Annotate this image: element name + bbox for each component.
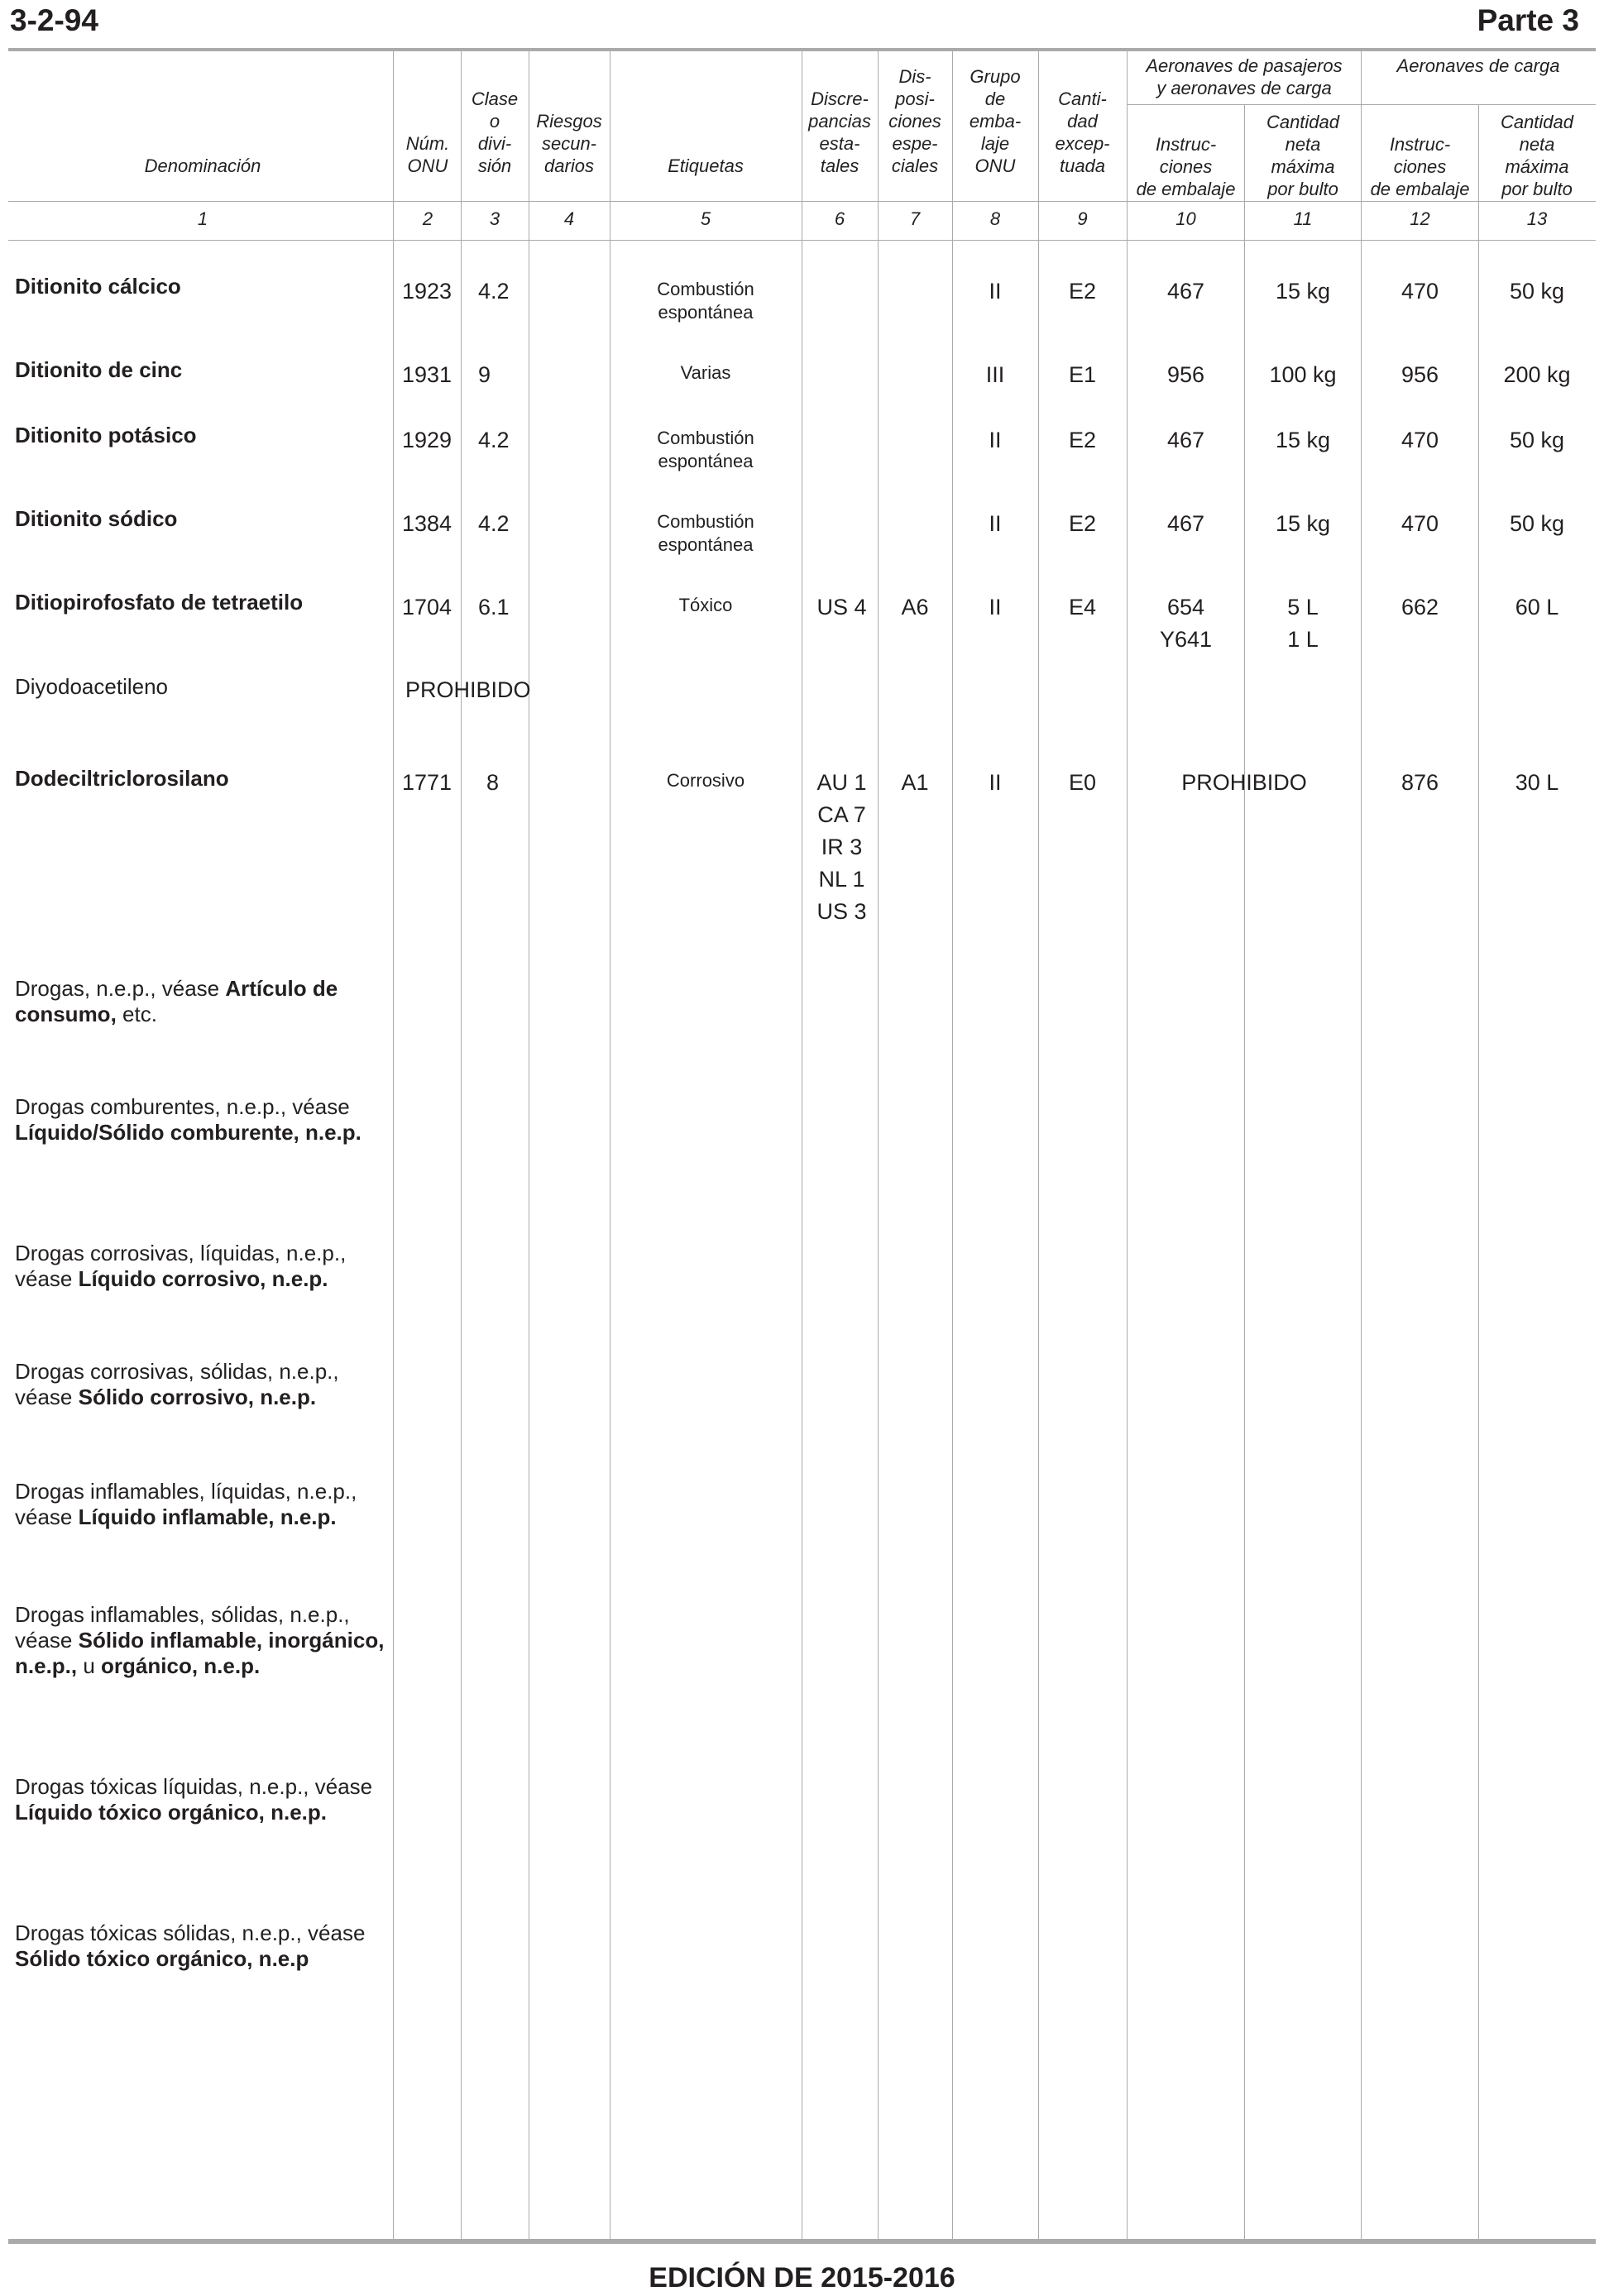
cell-packing-group: II bbox=[989, 511, 1002, 536]
cell-passenger-instructions: 467 bbox=[1166, 428, 1205, 452]
entry-name: Dodeciltriclorosilano bbox=[15, 766, 229, 791]
cell-excepted-quantity: E4 bbox=[1068, 595, 1097, 619]
cross-reference-entry: Drogas inflamables, sólidas, n.e.p., véase Sólido inflamable, inorgánico, n.e.p., u orgánico, n.e.p. bbox=[15, 1602, 385, 1678]
cell-label: Combustión espontánea bbox=[657, 279, 754, 323]
cell-passenger-instructions: 467 bbox=[1166, 279, 1205, 304]
cell-special-provisions: A1 bbox=[901, 770, 929, 795]
cell-class: 8 bbox=[486, 770, 500, 795]
header-carga-group: Aeronaves de carga bbox=[1396, 55, 1560, 76]
cell-packing-group: II bbox=[989, 595, 1002, 619]
header-pasajeros-group: Aeronaves de pasajeros y aeronaves de carga bbox=[1146, 55, 1343, 98]
cell-cargo-instructions: 876 bbox=[1401, 770, 1439, 795]
cell-cargo-instructions: 470 bbox=[1401, 279, 1439, 304]
cell-class: 4.2 bbox=[478, 511, 510, 536]
cell-label: Corrosivo bbox=[666, 770, 745, 791]
cell-label: Combustión espontánea bbox=[657, 428, 754, 471]
prohibited-text: PROHIBIDO bbox=[405, 677, 531, 702]
cell-excepted-quantity: E0 bbox=[1068, 770, 1097, 795]
cell-discrepancies: AU 1 CA 7 IR 3 NL 1 US 3 bbox=[816, 770, 867, 924]
cell-packing-group: II bbox=[989, 770, 1002, 795]
cell-packing-group: II bbox=[989, 279, 1002, 304]
cross-reference-entry: Drogas inflamables, líquidas, n.e.p., véase Líquido inflamable, n.e.p. bbox=[15, 1479, 357, 1529]
cell-passenger-instructions: 467 bbox=[1166, 511, 1205, 536]
cross-reference-entry: Drogas tóxicas líquidas, n.e.p., véase Líquido tóxico orgánico, n.e.p. bbox=[15, 1774, 373, 1825]
cell-passenger-quantity: 15 kg bbox=[1275, 279, 1331, 304]
cell-passenger-quantity: 15 kg bbox=[1275, 511, 1331, 536]
header-cantidad-exceptuada: Canti- dad excep- tuada bbox=[1055, 88, 1110, 176]
cell-passenger-quantity: 100 kg bbox=[1269, 362, 1337, 387]
cell-un-number: 1771 bbox=[402, 770, 452, 795]
column-number: 4 bbox=[563, 208, 575, 229]
column-number: 3 bbox=[489, 208, 500, 229]
column-rule bbox=[393, 51, 394, 2239]
header-instrucciones-carga: Instruc- ciones de embalaje bbox=[1370, 134, 1470, 199]
cell-label: Combustión espontánea bbox=[657, 511, 754, 555]
cell-cargo-quantity: 50 kg bbox=[1509, 279, 1565, 304]
cross-reference-entry: Drogas corrosivas, sólidas, n.e.p., véase Sólido corrosivo, n.e.p. bbox=[15, 1359, 339, 1409]
header-instrucciones-pasajeros: Instruc- ciones de embalaje bbox=[1136, 134, 1236, 199]
cell-passenger-quantity: 15 kg bbox=[1275, 428, 1331, 452]
cell-cargo-quantity: 50 kg bbox=[1509, 428, 1565, 452]
cross-reference-entry: Drogas tóxicas sólidas, n.e.p., véase Sólido tóxico orgánico, n.e.p bbox=[15, 1921, 366, 1971]
column-rule bbox=[461, 51, 462, 2239]
header-etiquetas: Etiquetas bbox=[668, 155, 744, 176]
cell-cargo-quantity: 200 kg bbox=[1503, 362, 1571, 387]
entry-name: Ditiopirofosfato de tetraetilo bbox=[15, 590, 304, 615]
cell-passenger-quantity: 5 L 1 L bbox=[1287, 595, 1319, 652]
cell-excepted-quantity: E2 bbox=[1068, 511, 1097, 536]
cell-un-number: 1929 bbox=[402, 428, 452, 452]
header-disposiciones: Dis- posi- ciones espe- ciales bbox=[888, 66, 941, 176]
cell-cargo-quantity: 60 L bbox=[1515, 595, 1559, 619]
cell-passenger-instructions: 956 bbox=[1166, 362, 1205, 387]
cell-special-provisions: A6 bbox=[901, 595, 929, 619]
cell-label: Tóxico bbox=[678, 595, 733, 615]
cell-packing-group: II bbox=[989, 428, 1002, 452]
cell-passenger-instructions: 654 Y641 bbox=[1159, 595, 1213, 652]
cell-un-number: 1923 bbox=[402, 279, 452, 304]
page-number: 3-2-94 bbox=[10, 3, 98, 37]
header-denominacion: Denominación bbox=[144, 155, 261, 176]
cell-cargo-instructions: 470 bbox=[1401, 511, 1439, 536]
column-number: 2 bbox=[422, 208, 433, 229]
cell-class: 4.2 bbox=[478, 428, 510, 452]
cell-un-number: 1704 bbox=[402, 595, 452, 619]
cell-un-number: 1931 bbox=[402, 362, 452, 387]
cell-cargo-instructions: 470 bbox=[1401, 428, 1439, 452]
cell-un-number: 1384 bbox=[402, 511, 452, 536]
column-number: 9 bbox=[1077, 208, 1088, 229]
cell-class: 9 bbox=[478, 362, 491, 387]
cross-reference-entry: Drogas corrosivas, líquidas, n.e.p., véase Líquido corrosivo, n.e.p. bbox=[15, 1241, 347, 1291]
entry-name: Ditionito sódico bbox=[15, 506, 178, 531]
header-discrepancias: Discre- pancias esta- tales bbox=[808, 88, 871, 176]
header-cantidad-pasajeros: Cantidad neta máxima por bulto bbox=[1266, 112, 1340, 199]
cell-discrepancies: US 4 bbox=[816, 595, 867, 619]
column-number: 6 bbox=[834, 208, 845, 229]
cell-class: 4.2 bbox=[478, 279, 510, 304]
cross-reference-entry: Drogas, n.e.p., véase Artículo de consumo, etc. bbox=[15, 976, 338, 1026]
entry-name: Ditionito potásico bbox=[15, 423, 197, 447]
cell-excepted-quantity: E2 bbox=[1068, 279, 1097, 304]
cross-reference-entry: Drogas comburentes, n.e.p., véase Líquido/Sólido comburente, n.e.p. bbox=[15, 1094, 361, 1145]
column-number: 10 bbox=[1175, 208, 1196, 229]
column-number: 7 bbox=[909, 208, 921, 229]
entry-name: Ditionito de cinc bbox=[15, 357, 183, 382]
edition-footer: EDICIÓN DE 2015-2016 bbox=[649, 2262, 955, 2294]
column-rule bbox=[878, 51, 879, 2239]
column-number: 12 bbox=[1410, 208, 1430, 229]
cell-cargo-instructions: 662 bbox=[1401, 595, 1439, 619]
cell-label: Varias bbox=[680, 362, 731, 383]
cell-packing-group: III bbox=[985, 362, 1005, 387]
header-num-onu: Núm. ONU bbox=[405, 133, 450, 176]
bottom-rule bbox=[8, 2239, 1596, 2244]
cell-cargo-quantity: 30 L bbox=[1515, 770, 1559, 795]
header-clase: Clase o divi- sión bbox=[471, 88, 519, 176]
column-number: 5 bbox=[700, 208, 711, 229]
part-label: Parte 3 bbox=[1477, 3, 1579, 37]
header-cantidad-carga: Cantidad neta máxima por bulto bbox=[1500, 112, 1574, 199]
cell-cargo-quantity: 50 kg bbox=[1509, 511, 1565, 536]
entry-name: Diyodoacetileno bbox=[15, 674, 169, 699]
column-number: 11 bbox=[1293, 208, 1313, 229]
cell-cargo-instructions: 956 bbox=[1401, 362, 1439, 387]
column-number: 1 bbox=[197, 208, 208, 229]
cell-excepted-quantity: E2 bbox=[1068, 428, 1097, 452]
column-number: 8 bbox=[989, 208, 1001, 229]
entry-name: Ditionito cálcico bbox=[15, 274, 181, 299]
header-riesgos: Riesgos secun- darios bbox=[536, 111, 602, 176]
header-grupo: Grupo de emba- laje ONU bbox=[969, 66, 1022, 176]
cell-class: 6.1 bbox=[478, 595, 510, 619]
column-number: 13 bbox=[1526, 208, 1548, 229]
cell-excepted-quantity: E1 bbox=[1068, 362, 1097, 387]
prohibited-text: PROHIBIDO bbox=[1181, 770, 1307, 795]
